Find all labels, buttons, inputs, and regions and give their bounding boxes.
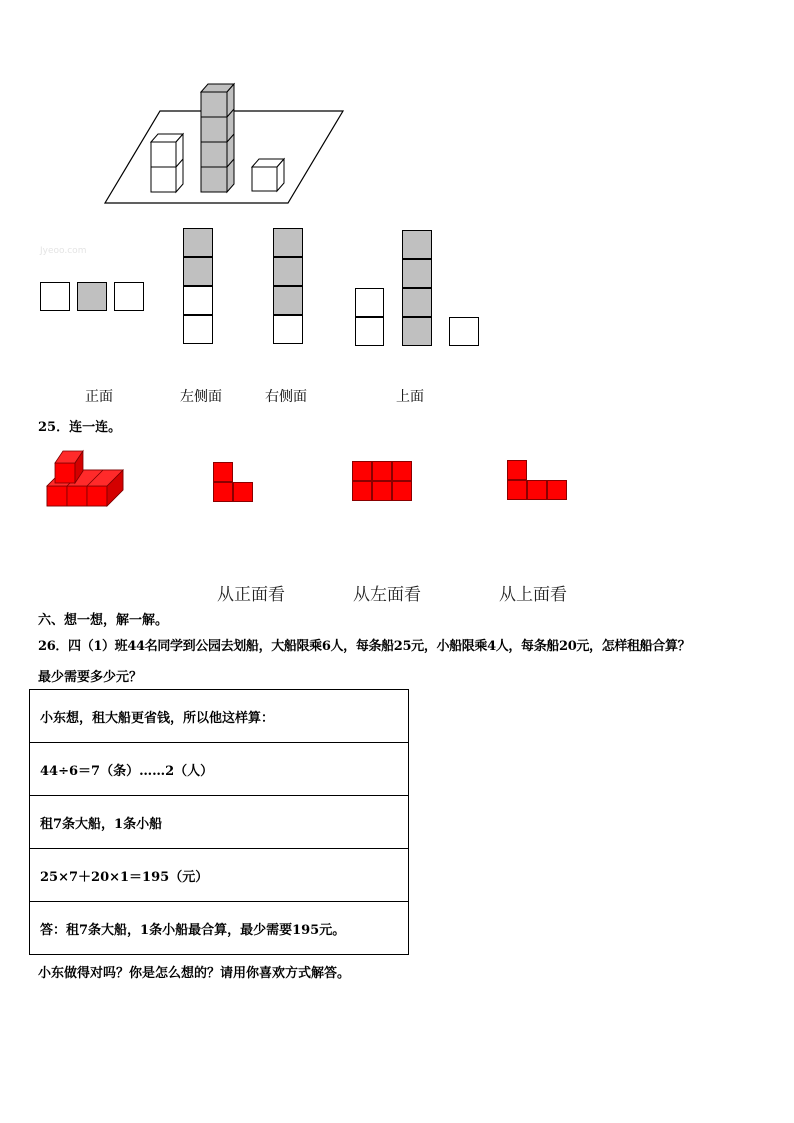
table-cell: 租7条大船，1条小船: [30, 796, 409, 849]
label-front: 正面: [85, 389, 113, 405]
table-row: [30, 849, 409, 902]
label-view-from-left: 从左面看: [353, 585, 421, 605]
question-26-line1: 26．四（1）班44名同学到公园去划船，大船限乘6人，每条船25元，小船限乘4人，每条船20元，怎样租船合算？: [38, 639, 691, 654]
table-row: [30, 743, 409, 796]
table-cell: 答：租7条大船，1条小船最合算，最少需要195元。: [30, 902, 409, 955]
solution-box: [29, 689, 409, 955]
single-white-cube: [252, 159, 284, 191]
section-6-title: 六、想一想，解一解。: [38, 613, 169, 628]
table-cell: 小东想，租大船更省钱，所以他这样算：: [30, 690, 409, 743]
label-view-from-top: 从上面看: [499, 585, 567, 605]
question-25-title: 25．连一连。: [38, 420, 122, 435]
table-row: [30, 902, 409, 955]
label-left-side: 左侧面: [180, 389, 222, 405]
cube-arrangement-figure: [100, 80, 350, 210]
label-view-from-front: 从正面看: [217, 585, 285, 605]
table-row: [30, 690, 409, 743]
question-26-followup: 小东做得对吗？你是怎么想的？请用你喜欢方式解答。: [38, 966, 351, 981]
red-cube-solid: [44, 448, 128, 510]
white-cube-stack: [151, 134, 183, 192]
table-row: [30, 796, 409, 849]
label-top: 上面: [396, 389, 424, 405]
table-cell: 25×7＋20×1＝195（元）: [30, 849, 409, 902]
watermark: Jyeoo.com: [40, 246, 87, 256]
label-right-side: 右侧面: [265, 389, 307, 405]
question-26-line2: 最少需要多少元？: [38, 670, 143, 685]
gray-cube-tower: [201, 84, 234, 192]
table-cell: 44÷6＝7（条）……2（人）: [30, 743, 409, 796]
